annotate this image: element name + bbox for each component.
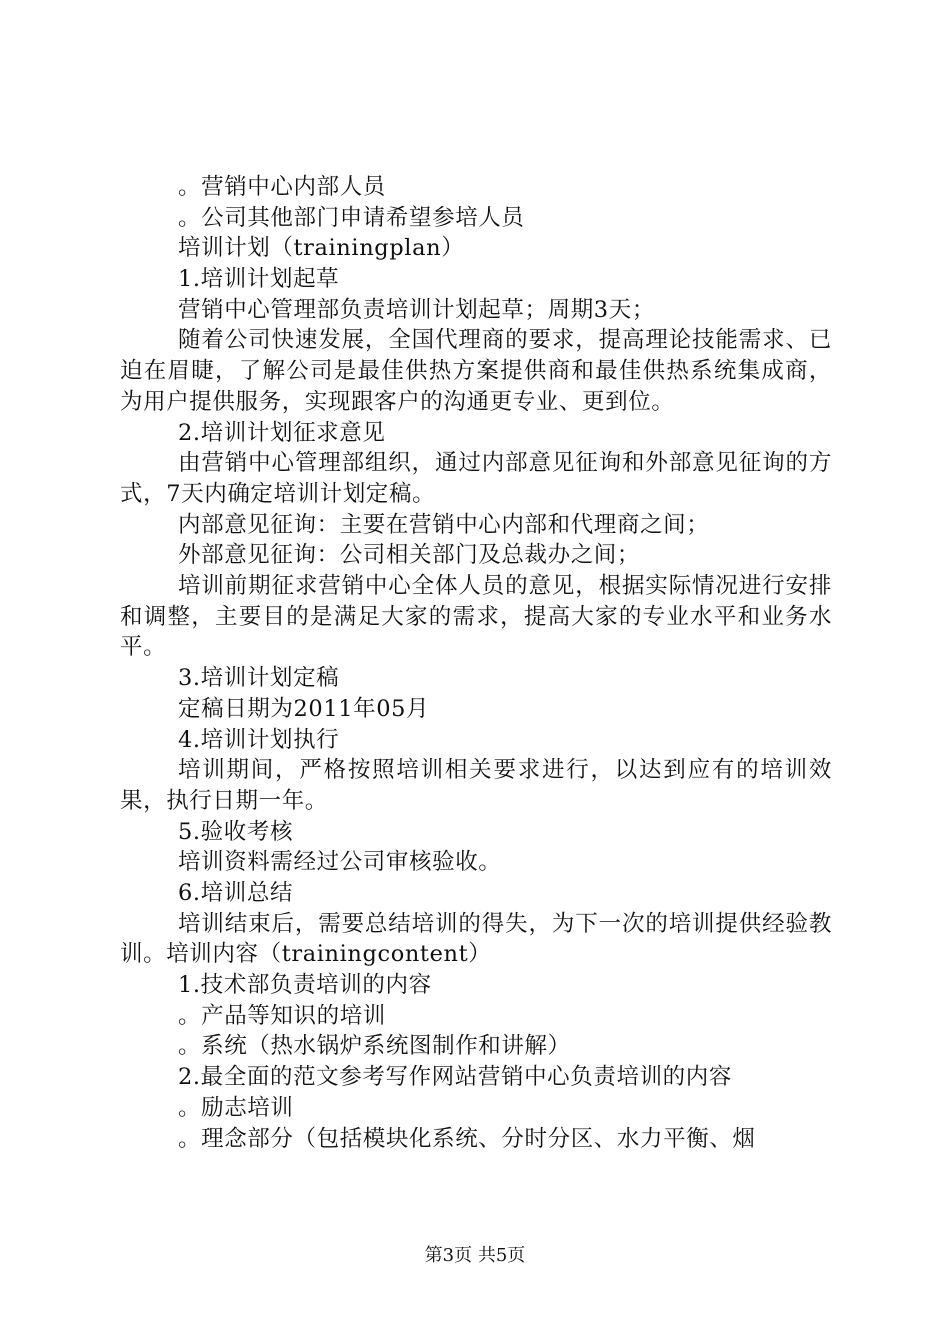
paragraph: 培训前期征求营销中心全体人员的意见，根据实际情况进行安排和调整，主要目的是满足大家的需求，提高大家的专业水平和业务水平。 [120,573,832,661]
paragraph: 培训期间，严格按照培训相关要求进行，以达到应有的培训效果，执行日期一年。 [120,757,832,814]
text-line: 1.培训计划起草 [178,266,340,293]
section-heading: 1.技术部负责培训的内容 [178,972,432,999]
section-heading: 2.最全面的范文参考写作网站营销中心负责培训的内容 [178,1064,732,1091]
text-line: 。系统（热水锅炉系统图制作和讲解） [178,1033,571,1060]
section-heading: 5.验收考核 [178,818,294,845]
text-line: 。产品等知识的培训 [178,1002,386,1029]
text-line: 。励志培训 [178,1094,294,1121]
section-heading: 3.培训计划定稿 [178,665,340,692]
section-heading: 6.培训总结 [178,879,294,906]
text-line: 。公司其他部门申请希望参培人员 [178,204,525,231]
text-line: 定稿日期为2011年05月 [178,695,430,722]
document-body [120,172,832,1154]
text-line: 内部意见征询：主要在营销中心内部和代理商之间； [178,511,710,538]
paragraph: 随着公司快速发展，全国代理商的要求，提高理论技能需求、已迫在眉睫，了解公司是最佳供热方案提供商和最佳供热系统集成商，为用户提供服务，实现跟客户的沟通更专业、更到位。 [120,327,832,415]
text-line: 营销中心管理部负责培训计划起草；周期3天； [178,296,655,323]
section-heading: 4.培训计划执行 [178,726,340,753]
text-line: 外部意见征询：公司相关部门及总裁办之间； [178,542,641,569]
text-line: 。营销中心内部人员 [178,174,386,200]
text-line: 培训资料需经过公司审核验收。 [178,849,502,876]
page-footer: 第3页 共5页 [424,1245,526,1266]
paragraph: 培训结束后，需要总结培训的得失，为下一次的培训提供经验教训。培训内容（trainingcontent） [120,910,832,968]
text-line: 。理念部分（包括模块化系统、分时分区、水力平衡、烟 [178,1125,756,1152]
text-line: 培训计划（trainingplan） [178,235,465,262]
section-heading: 2.培训计划征求意见 [178,419,386,446]
paragraph: 由营销中心管理部组织，通过内部意见征询和外部意见征询的方式，7天内确定培训计划定稿。 [120,450,832,507]
